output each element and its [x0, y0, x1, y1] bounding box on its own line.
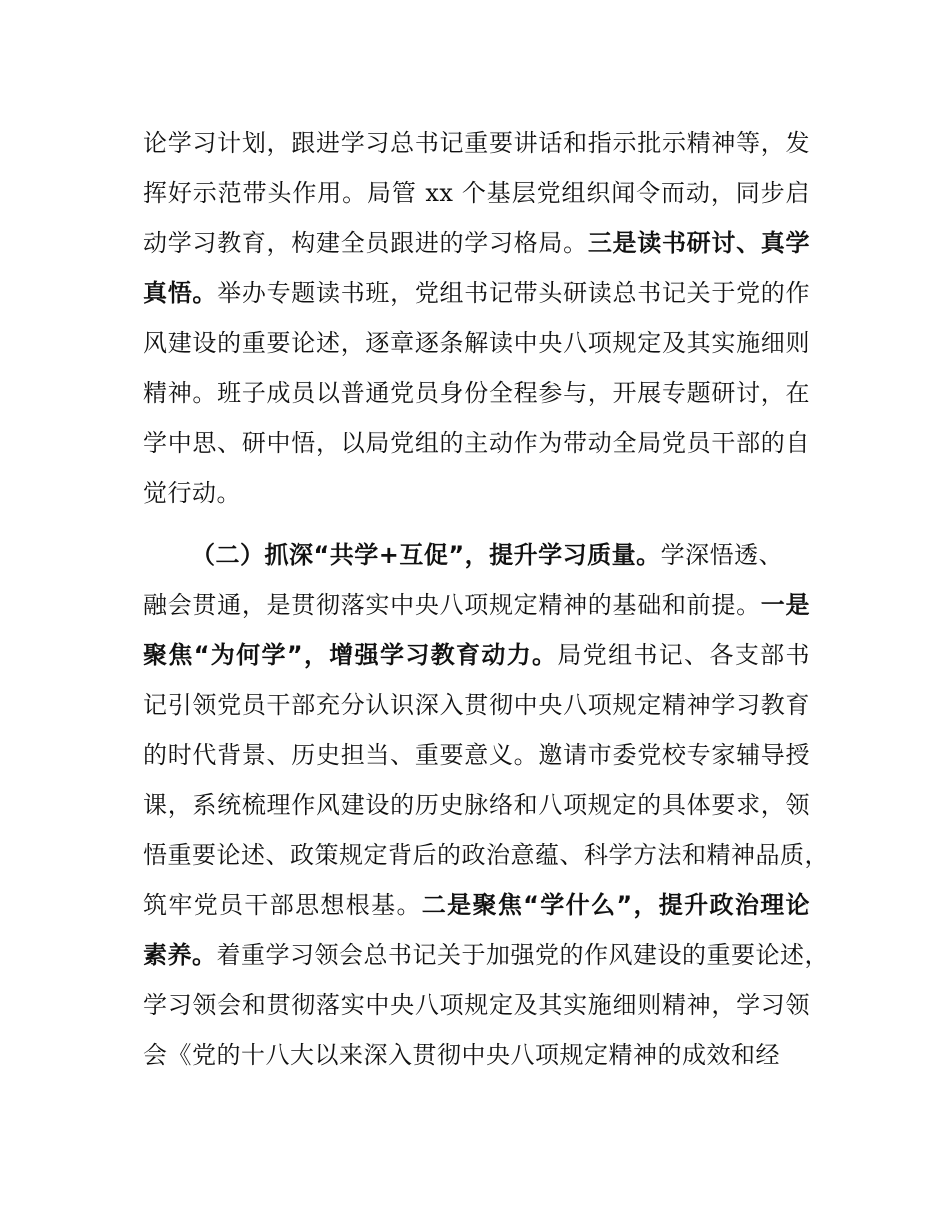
- paragraph-2-line-9: [143, 940, 829, 970]
- paragraph-2-line-5: 的时代背景、历史担当、重要意义。邀请市委党校专家辅导授: [143, 741, 810, 769]
- paragraph-1-line-3: [143, 228, 810, 258]
- bold-heading-run: 素养。: [143, 941, 217, 969]
- paragraph-1-line-7: 学中思、研中悟，以局党组的主动作为带动全局党员干部的自: [143, 429, 810, 457]
- text-run: 融会贯通，是贯彻落实中央八项规定精神的基础和前提。: [143, 591, 761, 619]
- text-run: 举办专题读书班，党组书记带头研读总书记关于党的作: [217, 279, 811, 307]
- text-run: 动学习教育，构建全员跟进的学习格局。: [143, 229, 588, 257]
- paragraph-2-line-7: 悟重要论述、政策规定背后的政治意蕴、科学方法和精神品质，: [143, 841, 829, 869]
- paragraph-2-line-1: [191, 540, 783, 570]
- bold-heading-run: 聚焦“为何学”，增强学习教育动力。: [143, 641, 558, 669]
- paragraph-1-line-5: 风建设的重要论述，逐章逐条解读中央八项规定及其实施细则: [143, 329, 810, 357]
- paragraph-2-line-11: 会《党的十八大以来深入贯彻中央八项规定精神的成效和经: [143, 1041, 780, 1069]
- paragraph-2-line-8: [143, 890, 810, 920]
- text-run: 着重学习领会总书记关于加强党的作风建设的重要论述，: [216, 941, 829, 969]
- paragraph-2-line-10: 学习领会和贯彻落实中央八项规定及其实施细则精神，学习领: [143, 991, 810, 1019]
- paragraph-1-line-6: 精神。班子成员以普通党员身份全程参与，开展专题研讨，在: [143, 379, 810, 407]
- bold-heading-run: 真悟。: [143, 279, 218, 307]
- text-run: 局党组书记、各支部书: [557, 641, 811, 669]
- bold-heading-run: 二是聚焦“学什么”，提升政治理论: [421, 891, 811, 919]
- paragraph-1-line-1: 论学习计划，跟进学习总书记重要讲话和指示批示精神等，发: [143, 129, 810, 157]
- bold-heading-run: 一是: [760, 591, 811, 619]
- paragraph-1-line-4: [143, 278, 810, 308]
- text-run: 学深悟透、: [660, 541, 784, 569]
- paragraph-2-line-6: 课，系统梳理作风建设的历史脉络和八项规定的具体要求，领: [143, 791, 810, 819]
- paragraph-2-line-4: 记引领党员干部充分认识深入贯彻中央八项规定精神学习教育: [143, 691, 810, 719]
- paragraph-1-line-8: 觉行动。: [143, 479, 241, 507]
- paragraph-1-line-2: 挥好示范带头作用。局管 xx 个基层党组织闻令而动，同步启: [143, 179, 810, 207]
- paragraph-2-line-2: [143, 590, 810, 620]
- bold-heading-run: 三是读书研讨、真学: [587, 229, 811, 257]
- section-heading: （二）抓深“共学+互促”，提升学习质量。: [191, 541, 661, 569]
- paragraph-2-line-3: [143, 640, 810, 670]
- text-run: 筑牢党员干部思想根基。: [143, 891, 422, 919]
